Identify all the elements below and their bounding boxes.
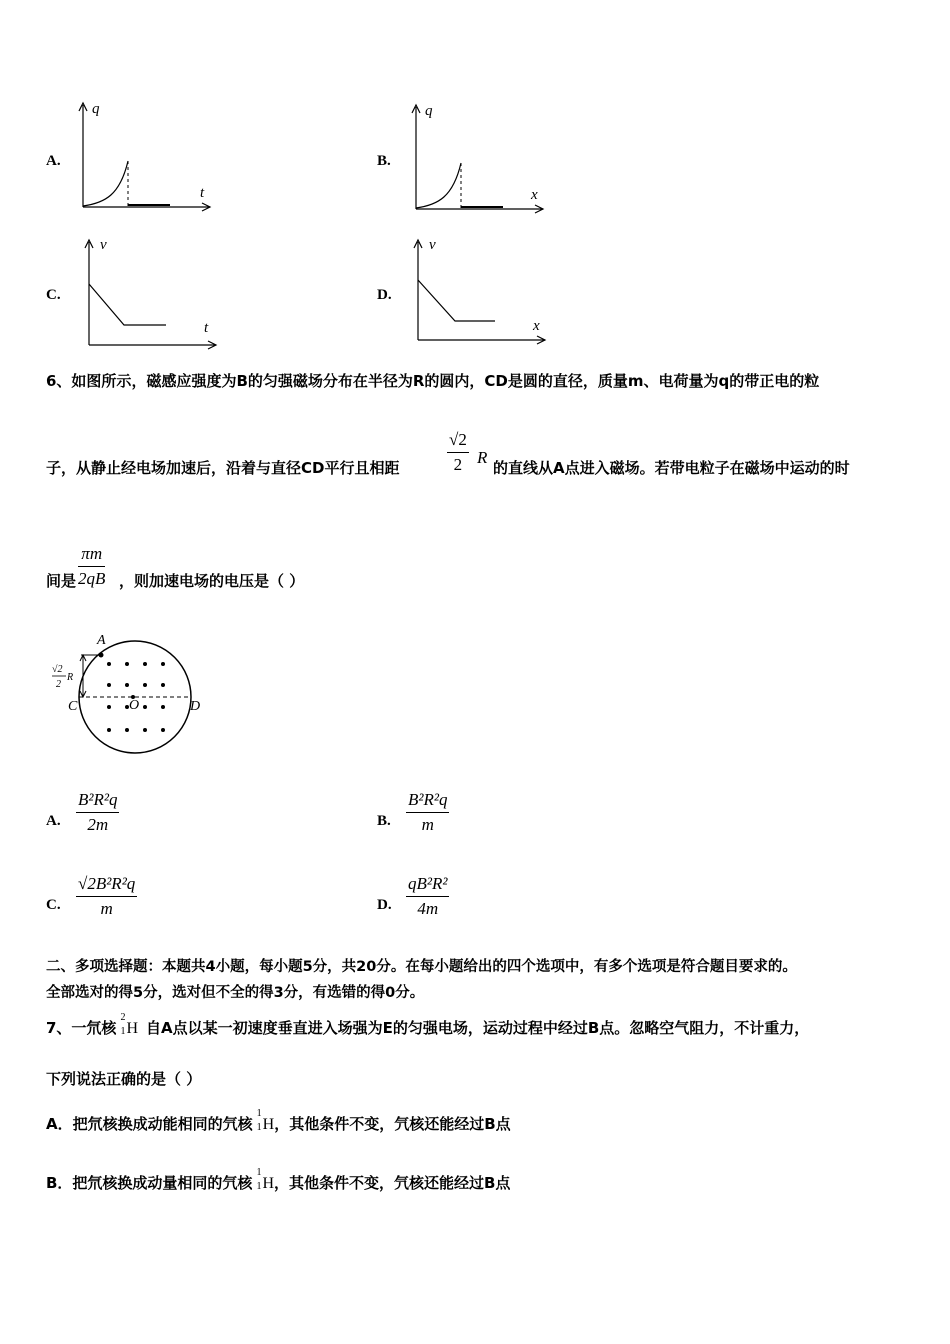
q7-deuteron-number: 1 bbox=[120, 1026, 126, 1037]
figure-label-r: R bbox=[67, 672, 74, 683]
q7-deuteron-mass: 2 bbox=[120, 1012, 126, 1023]
graph-d-y-label: v bbox=[429, 237, 436, 253]
q5-graph-b bbox=[403, 97, 553, 217]
q5-option-a-label: A. bbox=[46, 153, 61, 169]
graph-a-x-label: t bbox=[200, 185, 205, 201]
q6-stem-line1: 6、如图所示，磁感应强度为B的匀强磁场分布在半径为R的圆内，CD是圆的直径，质量m、电荷量为q的带正电的粒 bbox=[46, 372, 820, 390]
graph-b-y-label: q bbox=[425, 103, 433, 119]
q7-option-a-proton-symbol bbox=[256, 1108, 275, 1133]
q6-option-d-denominator: 4m bbox=[417, 899, 439, 918]
q7-option-b-proton-symbol bbox=[256, 1167, 274, 1192]
graph-c-x-label: t bbox=[204, 320, 209, 336]
q7-stem-line2: 下列说法正确的是（ ） bbox=[46, 1070, 202, 1088]
figure-label-a: A bbox=[97, 633, 106, 648]
q7-option-a-end: ，其他条件不变，氕核还能经过B点 bbox=[274, 1115, 511, 1133]
q7-stem-start: 7、一氘核 bbox=[46, 1019, 117, 1037]
figure-label-o: O bbox=[129, 698, 140, 713]
q7-option-b-mass: 1 bbox=[256, 1167, 262, 1178]
q7-stem-line1 bbox=[46, 1012, 810, 1038]
graph-c-y-label: v bbox=[100, 237, 107, 253]
graph-b-x-label: x bbox=[531, 187, 538, 203]
q6-option-d-fraction bbox=[406, 874, 449, 919]
q6-option-a-label: A. bbox=[46, 813, 61, 829]
q7-option-a-start: A．把氘核换成动能相同的氕核 bbox=[46, 1115, 253, 1133]
q6-stem-line2-start: 子，从静止经电场加速后，沿着与直径CD平行且相距 bbox=[46, 459, 400, 477]
q6-magnetic-field-figure bbox=[44, 628, 214, 758]
q6-time-denominator: 2qB bbox=[78, 569, 106, 588]
q6-option-a-denominator: 2m bbox=[87, 815, 109, 834]
q6-option-a-fraction bbox=[76, 790, 119, 835]
q6-distance-denominator: 2 bbox=[453, 455, 463, 474]
q5-option-c-label: C. bbox=[46, 287, 61, 303]
q6-option-a-numerator: B²R²q bbox=[78, 790, 118, 809]
q7-deuteron-letter: H bbox=[126, 1020, 138, 1037]
q6-time-numerator: πm bbox=[81, 544, 103, 563]
figure-label-c: C bbox=[68, 699, 78, 714]
q6-option-b-fraction bbox=[406, 790, 449, 835]
q5-graph-c bbox=[76, 232, 226, 352]
section2-heading-line2: 全部选对的得5分，选对但不全的得3分，有选错的得0分。 bbox=[46, 985, 425, 1001]
q6-option-c-numerator: √2B²R²q bbox=[78, 874, 136, 893]
q6-option-d-numerator: qB²R² bbox=[408, 874, 448, 893]
q6-option-b-denominator: m bbox=[421, 815, 434, 834]
figure-label-2: 2 bbox=[56, 679, 61, 690]
q6-stem-line3-start: 间是 bbox=[46, 572, 77, 590]
q7-stem-end: 自A点以某一初速度垂直进入场强为E的匀强电场，运动过程中经过B点。忽略空气阻力，不计重力， bbox=[146, 1019, 810, 1037]
q5-graph-a bbox=[70, 95, 220, 215]
section2-heading-line1: 二、多项选择题：本题共4小题，每小题5分，共20分。在每小题给出的四个选项中，有多个选项是符合题目要求的。 bbox=[46, 959, 797, 975]
q6-option-b-label: B. bbox=[377, 813, 391, 829]
q7-option-b bbox=[46, 1167, 511, 1193]
q6-time-fraction bbox=[78, 544, 105, 589]
q5-option-b-label: B. bbox=[377, 153, 391, 169]
q7-option-a-number: 1 bbox=[256, 1122, 262, 1133]
q6-option-c-fraction bbox=[76, 874, 137, 919]
q6-stem-line3-end: ，则加速电场的电压是（ ） bbox=[119, 572, 305, 590]
figure-label-sqrt2: √2 bbox=[52, 664, 63, 675]
q7-option-b-letter: H bbox=[262, 1175, 274, 1192]
q7-option-b-number: 1 bbox=[256, 1181, 262, 1192]
graph-d-x-label: x bbox=[533, 318, 540, 334]
q6-option-b-numerator: B²R²q bbox=[408, 790, 448, 809]
graph-a-y-label: q bbox=[92, 101, 100, 117]
q6-distance-fraction bbox=[447, 430, 469, 475]
q6-stem-line2-end: 的直线从A点进入磁场。若带电粒子在磁场中运动的时 bbox=[493, 459, 850, 477]
q7-deuteron-symbol bbox=[120, 1012, 138, 1037]
q7-option-a-mass: 1 bbox=[256, 1108, 262, 1119]
q6-option-c-denominator: m bbox=[100, 899, 113, 918]
q6-distance-variable: R bbox=[477, 448, 488, 467]
q6-option-c-label: C. bbox=[46, 897, 61, 913]
q5-graph-d bbox=[405, 232, 555, 352]
q5-option-d-label: D. bbox=[377, 287, 392, 303]
q7-option-a bbox=[46, 1108, 511, 1134]
q6-distance-numerator: √2 bbox=[449, 430, 467, 449]
q7-option-b-start: B．把氘核换成动量相同的氕核 bbox=[46, 1174, 253, 1192]
figure-label-d: D bbox=[190, 699, 201, 714]
q6-option-d-label: D. bbox=[377, 897, 392, 913]
q7-option-a-letter: H bbox=[262, 1116, 275, 1133]
q7-option-b-end: ，其他条件不变，氕核还能经过B点 bbox=[274, 1174, 511, 1192]
